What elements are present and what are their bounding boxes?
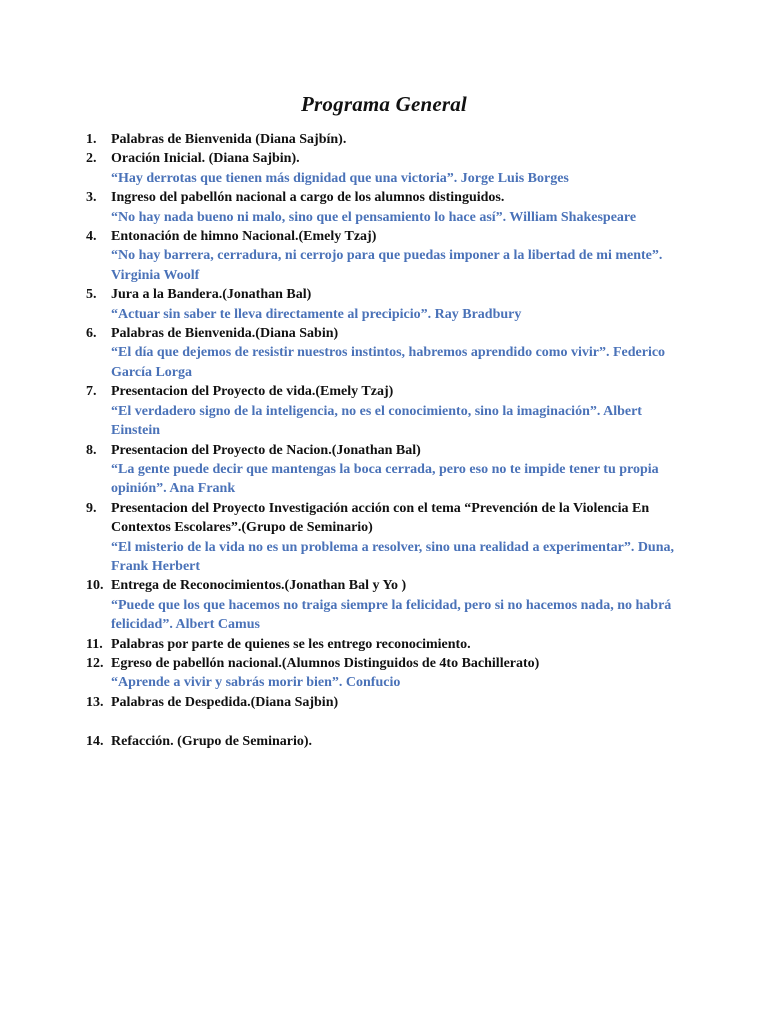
item-title: Ingreso del pabellón nacional a cargo de los alumnos distinguidos. (111, 190, 505, 206)
item-title: Refacción. (Grupo de Seminario). (111, 733, 313, 749)
item-quote: “No hay nada bueno ni malo, sino que el pensamiento lo hace así”. William Shakespeare (111, 209, 637, 225)
item-quote: “La gente puede decir que mantengas la boca cerrada, pero eso no te impide tener tu propia opinión”. Ana Frank (111, 461, 659, 497)
item-number: 9. (86, 500, 97, 516)
list-item (86, 693, 686, 712)
item-quote: “Hay derrotas que tienen más dignidad que una victoria”. Jorge Luis Borges (111, 170, 569, 186)
list-item (86, 382, 686, 440)
list-item (86, 635, 686, 654)
item-title: Presentacion del Proyecto de Nacion.(Jonathan Bal) (111, 442, 421, 458)
item-number: 10. (86, 578, 104, 594)
item-number: 2. (86, 151, 97, 167)
item-quote: “No hay barrera, cerradura, ni cerrojo para que puedas imponer a la libertad de mi mente”. Virginia Woolf (111, 248, 663, 283)
item-title: Jura a la Bandera.(Jonathan Bal) (111, 287, 312, 303)
list-item (86, 149, 686, 188)
item-number: 1. (86, 132, 97, 147)
item-number: 7. (86, 384, 97, 400)
list-item (86, 324, 686, 382)
item-quote: “Actuar sin saber te lleva directamente al precipicio”. Ray Bradbury (111, 306, 522, 322)
item-title: Presentacion del Proyecto Investigación acción con el tema “Prevención de la Violencia En Contextos Escolares”.(Grupo de Seminario) (111, 500, 650, 536)
list-item (86, 188, 686, 227)
item-number: 11. (86, 636, 103, 652)
list-item (86, 576, 686, 634)
list-item (86, 130, 686, 149)
item-number: 4. (86, 229, 97, 245)
item-quote: “Puede que los que hacemos no traiga siempre la felicidad, pero si no hacemos nada, no habrá felicidad”. Albert Camus (111, 597, 672, 633)
page-title: Programa General (301, 92, 467, 116)
item-title: Palabras de Bienvenida (Diana Sajbín). (111, 132, 347, 147)
item-title: Palabras por parte de quienes se les entrego reconocimiento. (111, 636, 471, 652)
item-quote: “El verdadero signo de la inteligencia, no es el conocimiento, sino la imaginación”. Albert Einstein (111, 403, 642, 439)
item-number: 8. (86, 442, 97, 458)
program-list (86, 130, 686, 751)
list-item (86, 285, 686, 324)
item-title: Palabras de Bienvenida.(Diana Sabin) (111, 326, 339, 342)
item-title: Entonación de himno Nacional.(Emely Tzaj) (111, 229, 377, 245)
item-quote: “El día que dejemos de resistir nuestros instintos, habremos aprendido como vivir”. Federico García Lorga (111, 345, 666, 380)
item-title: Palabras de Despedida.(Diana Sajbin) (111, 694, 339, 710)
item-quote: “El misterio de la vida no es un problema a resolver, sino una realidad a experimentar”. Duna, Frank Herbert (111, 539, 675, 574)
item-number: 12. (86, 655, 104, 671)
item-number: 6. (86, 326, 97, 342)
item-number: 13. (86, 694, 104, 710)
item-title: Oración Inicial. (Diana Sajbin). (111, 151, 300, 167)
item-number: 3. (86, 190, 97, 206)
list-item (86, 654, 686, 693)
item-title: Egreso de pabellón nacional.(Alumnos Distinguidos de 4to Bachillerato) (111, 655, 540, 671)
list-item (86, 227, 686, 285)
item-title: Presentacion del Proyecto de vida.(Emely Tzaj) (111, 384, 394, 400)
item-number: 5. (86, 287, 97, 303)
list-item (86, 441, 686, 499)
list-item (86, 732, 686, 751)
item-quote: “Aprende a vivir y sabrás morir bien”. Confucio (111, 675, 401, 691)
item-title: Entrega de Reconocimientos.(Jonathan Bal y Yo ) (111, 578, 407, 594)
list-item (86, 499, 686, 577)
item-number: 14. (86, 733, 104, 749)
